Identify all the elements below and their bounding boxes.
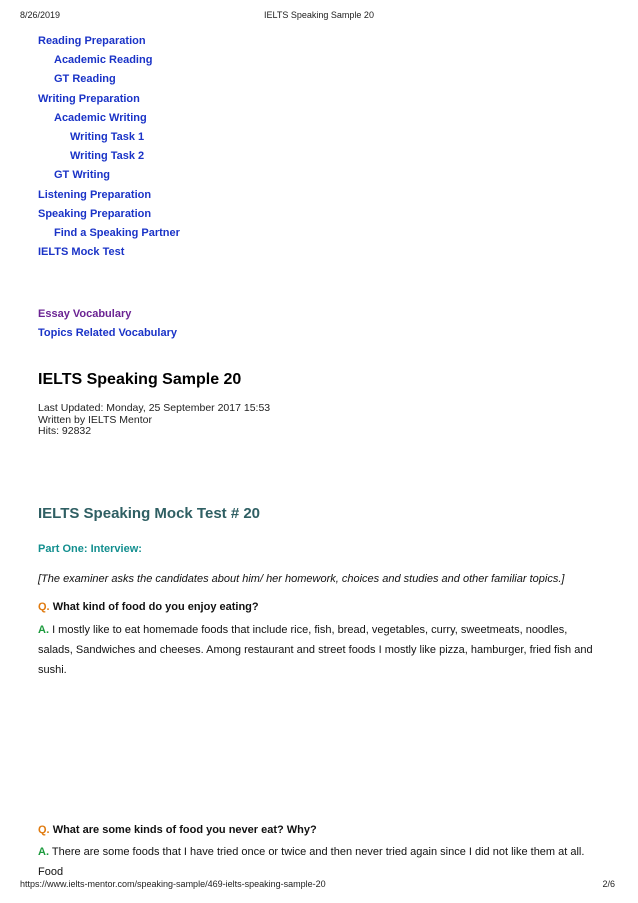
print-footer-page: 2/6	[602, 879, 615, 889]
question-marker: Q.	[38, 824, 50, 836]
answer-2	[38, 842, 598, 882]
question-2	[38, 824, 317, 836]
nav-find-speaking-partner[interactable]: Find a Speaking Partner	[54, 226, 180, 239]
question-1-text: What kind of food do you enjoy eating?	[52, 601, 259, 613]
print-header-title: IELTS Speaking Sample 20	[264, 10, 374, 20]
nav-ielts-mock-test[interactable]: IELTS Mock Test	[38, 246, 125, 259]
nav-speaking-preparation[interactable]: Speaking Preparation	[38, 207, 152, 220]
sidebar-navigation	[38, 32, 180, 262]
answer-1-text: I mostly like to eat homemade foods that include rice, fish, bread, vegetables, curry, sweetmeats, noodles, salads, Sandwiches and cheeses. Among restaurant and street foods I mostly like pizza, hamburger, fried fish and sushi.	[38, 624, 593, 676]
nav-academic-reading[interactable]: Academic Reading	[54, 54, 153, 67]
answer-marker: A.	[38, 846, 49, 858]
nav-gt-reading[interactable]: GT Reading	[54, 73, 116, 86]
nav-writing-task-2[interactable]: Writing Task 2	[70, 150, 145, 163]
question-marker: Q.	[38, 601, 50, 613]
article-meta	[38, 403, 270, 438]
question-1	[38, 601, 259, 613]
article-title: IELTS Speaking Sample 20	[38, 371, 242, 388]
examiner-intro: [The examiner asks the candidates about him/ her homework, choices and studies and other familiar topics.]	[38, 573, 565, 585]
mock-test-title: IELTS Speaking Mock Test # 20	[38, 505, 261, 522]
question-2-text: What are some kinds of food you never eat? Why?	[52, 824, 317, 836]
answer-1	[38, 620, 598, 680]
nav-listening-preparation[interactable]: Listening Preparation	[38, 188, 152, 201]
part-one-heading: Part One: Interview:	[38, 543, 142, 555]
nav-academic-writing[interactable]: Academic Writing	[54, 111, 147, 124]
topics-vocabulary-link[interactable]: Topics Related Vocabulary	[38, 327, 177, 340]
written-by: Written by IELTS Mentor	[38, 413, 152, 426]
essay-vocabulary-link[interactable]: Essay Vocabulary	[38, 308, 132, 320]
last-updated: Last Updated: Monday, 25 September 2017 15:53	[38, 402, 271, 414]
nav-reading-preparation[interactable]: Reading Preparation	[38, 35, 146, 47]
nav-writing-task-1[interactable]: Writing Task 1	[70, 130, 145, 143]
hits-count: Hits: 92832	[38, 425, 92, 437]
vocabulary-links	[38, 305, 177, 343]
answer-2-text: There are some foods that I have tried once or twice and then never tried again since I did not like them at all. Food	[38, 846, 585, 878]
answer-marker: A.	[38, 624, 49, 636]
nav-gt-writing[interactable]: GT Writing	[54, 169, 111, 182]
nav-writing-preparation[interactable]: Writing Preparation	[38, 92, 140, 105]
print-footer-url: https://www.ielts-mentor.com/speaking-sample/469-ielts-speaking-sample-20	[20, 879, 326, 889]
print-header-date: 8/26/2019	[20, 10, 61, 20]
